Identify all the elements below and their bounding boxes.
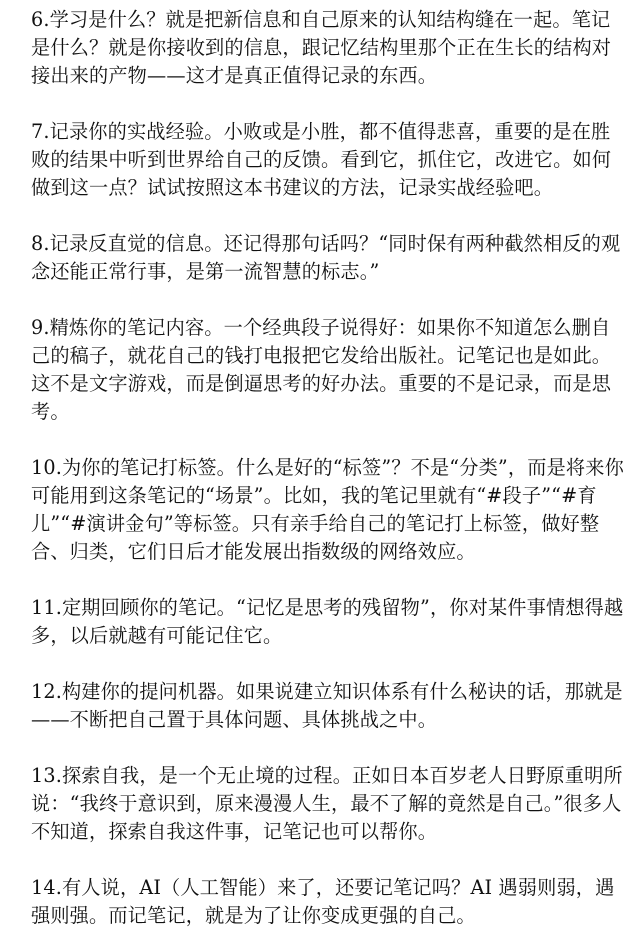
paragraph-12: 12.构建你的提问机器。如果说建立知识体系有什么秘诀的话，那就是——不断把自己置于具体问题、具体挑战之中。 bbox=[31, 680, 623, 731]
paragraph-13: 13.探索自我，是一个无止境的过程。正如日本百岁老人日野原重明所说：“我终于意识到，原来漫漫人生，最不了解的竟然是自己。”很多人不知道，探索自我这件事，记笔记也可以帮你。 bbox=[31, 764, 623, 843]
paragraph-9: 9.精炼你的笔记内容。一个经典段子说得好：如果你不知道怎么删自己的稿子，就花自己的钱打电报把它发给出版社。记笔记也是如此。这不是文字游戏，而是倒逼思考的好办法。重要的不是记录，而是思考。 bbox=[31, 316, 612, 423]
paragraph-10: 10.为你的笔记打标签。什么是好的“标签”？不是“分类”，而是将来你可能用到这条笔记的“场景”。比如，我的笔记里就有“#段子”“#育儿”“#演讲金句”等标签。只有亲手给自己的笔记打上标签，做好整合、归类，它们日后才能发展出指数级的网络效应。 bbox=[31, 456, 624, 563]
paragraph-8: 8.记录反直觉的信息。还记得那句话吗？“同时保有两种截然相反的观念还能正常行事，是第一流智慧的标志。” bbox=[31, 232, 621, 283]
paragraph-14: 14.有人说，AI（人工智能）来了，还要记笔记吗？AI 遇弱则弱，遇强则强。而记笔记，就是为了让你变成更强的自己。 bbox=[31, 876, 615, 927]
paragraph-11: 11.定期回顾你的笔记。“记忆是思考的残留物”，你对某件事情想得越多，以后就越有可能记住它。 bbox=[31, 596, 624, 647]
paragraph-7: 7.记录你的实战经验。小败或是小胜，都不值得悲喜，重要的是在胜败的结果中听到世界给自己的反馈。看到它，抓住它，改进它。如何做到这一点？试试按照这本书建议的方法，记录实战经验吧。 bbox=[31, 120, 612, 199]
paragraph-6: 6.学习是什么？就是把新信息和自己原来的认知结构缝在一起。笔记是什么？就是你接收到的信息，跟记忆结构里那个正在生长的结构对接出来的产物——这才是真正值得记录的东西。 bbox=[31, 8, 612, 87]
